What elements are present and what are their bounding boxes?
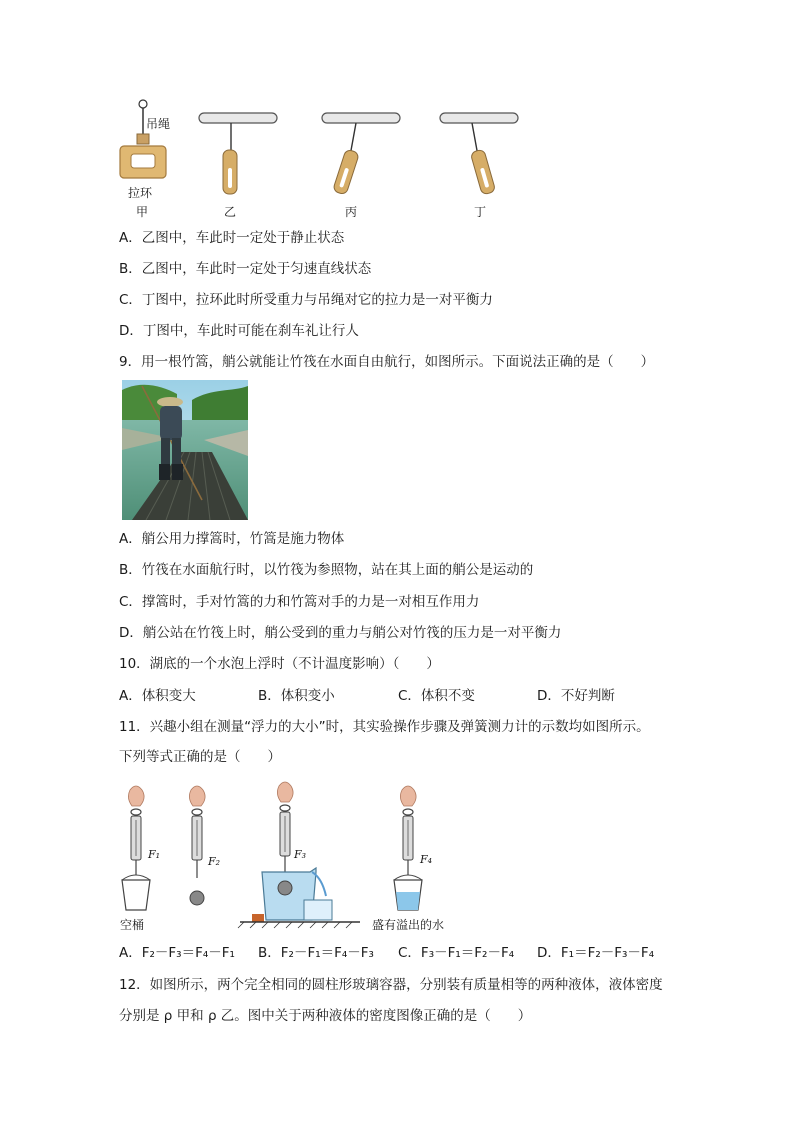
ring-diagram-bing [322,113,400,195]
q10-option-b: B．体积变小 [258,688,335,704]
label-f3: F₃ [294,848,307,861]
label-yi: 乙 [224,205,237,219]
label-f4: F₄ [420,853,433,866]
label-ding: 丁 [474,205,487,219]
label-f1: F₁ [148,848,161,861]
ring-diagram-yi [199,113,277,194]
label-f2: F₂ [208,855,221,868]
label-overflow-water: 盛有溢出的水 [372,918,445,932]
q11-option-c: C．F₃－F₁＝F₂－F₄ [398,945,515,961]
spring-scale-4 [394,786,422,910]
q10-option-a: A．体积变大 [119,688,196,704]
q11-option-b: B．F₂－F₁＝F₄－F₃ [258,945,374,961]
q11-stem-line1: 11．兴趣小组在测量“浮力的大小”时，其实验操作步骤及弹簧测力计的示数均如图所示。 [119,719,650,735]
q11-option-d: D．F₁＝F₂－F₃－F₄ [537,945,655,961]
label-bing: 丙 [345,205,358,219]
spring-scale-2 [189,786,205,905]
q9-stem: 9．用一根竹篙，艄公就能让竹筏在水面自由航行，如图所示。下面说法正确的是（ ） [119,354,655,370]
label-jia: 甲 [136,205,149,219]
q8-figure [0,0,794,230]
label-empty-bucket: 空桶 [120,918,145,932]
q11-stem-line2: 下列等式正确的是（ ） [119,749,281,765]
q9-option-d: D．艄公站在竹筏上时，艄公受到的重力与艄公对竹筏的压力是一对平衡力 [119,625,562,641]
label-ring: 拉环 [128,186,153,200]
q9-option-a: A．艄公用力撑篙时，竹篙是施力物体 [119,531,345,547]
q12-stem-line2: 分别是 ρ 甲和 ρ 乙。图中关于两种液体的密度图像正确的是（ ） [119,1008,532,1024]
q9-option-b: B．竹筏在水面航行时，以竹筏为参照物，站在其上面的艄公是运动的 [119,562,534,578]
q8-option-b: B．乙图中，车此时一定处于匀速直线状态 [119,261,372,277]
spring-scale-1 [122,786,150,910]
q8-option-d: D．丁图中，车此时可能在刹车礼让行人 [119,323,359,339]
bamboo-raft-photo [122,380,248,520]
q12-stem-line1: 12．如图所示，两个完全相同的圆柱形玻璃容器，分别装有质量相等的两种液体，液体密度 [119,977,663,993]
q10-option-c: C．体积不变 [398,688,475,704]
ring-diagram-jia [120,100,166,178]
q11-option-a: A．F₂－F₃＝F₄－F₁ [119,945,235,961]
q8-option-c: C．丁图中，拉环此时所受重力与吊绳对它的拉力是一对平衡力 [119,292,493,308]
q8-option-a: A．乙图中，车此时一定处于静止状态 [119,230,345,246]
q10-stem: 10．湖底的一个水泡上浮时（不计温度影响）（ ） [119,656,440,672]
q9-option-c: C．撑篙时，手对竹篙的力和竹篙对手的力是一对相互作用力 [119,594,480,610]
label-rope: 吊绳 [146,117,171,131]
ring-diagram-ding [440,113,518,195]
q10-option-d: D．不好判断 [537,688,615,704]
